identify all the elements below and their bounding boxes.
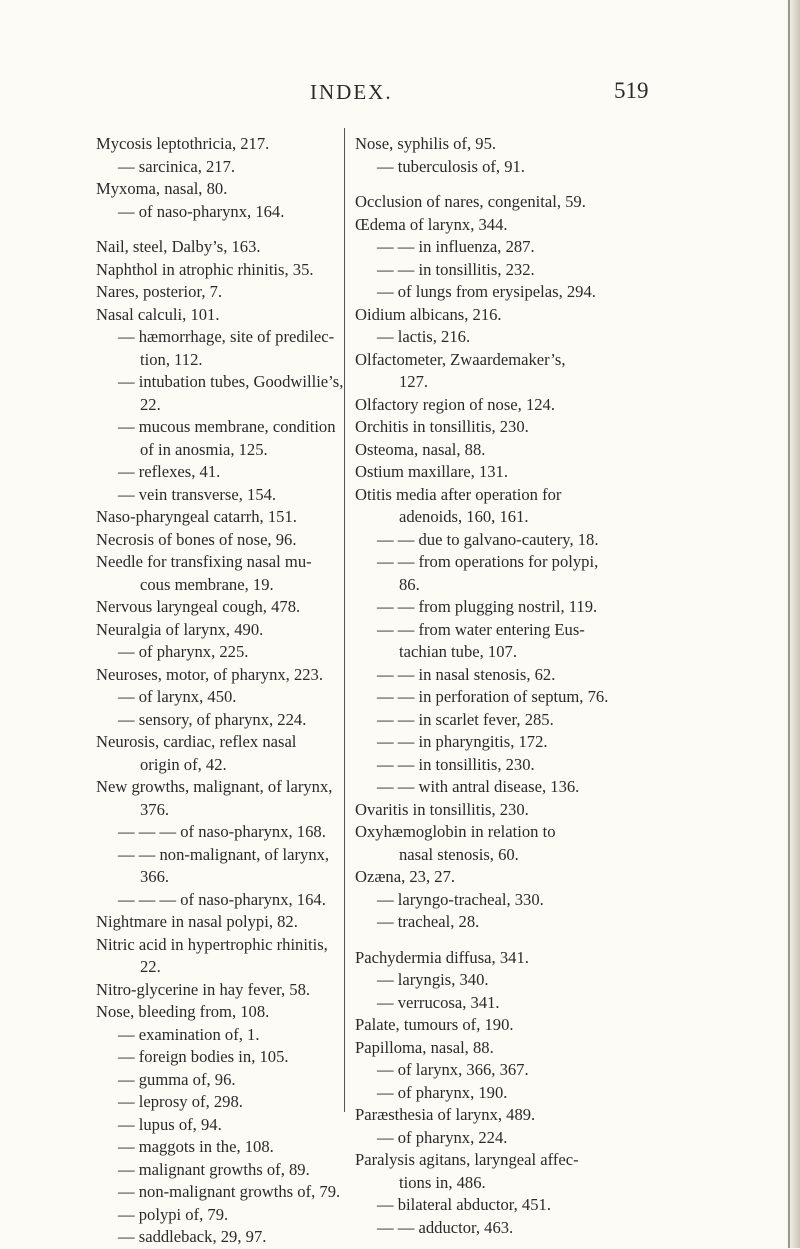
section-gap [96, 223, 344, 236]
index-entry: — saddleback, 29, 97. [118, 1227, 267, 1246]
index-entry: Nasal calculi, 101. [96, 304, 220, 324]
index-entry: — examination of, 1. [118, 1024, 260, 1044]
index-entry: 376. [140, 799, 170, 819]
index-entry: Otitis media after operation for [355, 484, 562, 504]
page-edge-line [788, 0, 790, 1248]
index-entry: — — with antral disease, 136. [377, 777, 580, 796]
index-entry: — — adductor, 463. [377, 1217, 514, 1237]
index-entry: Naso-pharyngeal catarrh, 151. [96, 507, 297, 526]
index-entry: Olfactory region of nose, 124. [355, 394, 555, 414]
index-entry: Myxoma, nasal, 80. [96, 179, 228, 198]
index-entry: Osteoma, nasal, 88. [355, 439, 486, 459]
index-entry: — leprosy of, 298. [118, 1092, 243, 1111]
index-entry: Occlusion of nares, congenital, 59. [355, 192, 586, 211]
index-entry: — maggots in the, 108. [118, 1137, 274, 1156]
index-entry: Neuralgia of larynx, 490. [96, 619, 264, 639]
section-gap [355, 178, 645, 191]
index-entry: Nail, steel, Dalby’s, 163. [96, 237, 261, 256]
index-entry: — — — of naso-pharynx, 168. [118, 822, 326, 841]
index-entry: Nares, posterior, 7. [96, 282, 223, 301]
index-entry: — — non-malignant, of larynx, [118, 844, 330, 864]
index-entry: New growths, malignant, of larynx, [96, 777, 333, 796]
index-entry: Necrosis of bones of nose, 96. [96, 529, 297, 549]
index-entry: — reflexes, 41. [118, 462, 221, 481]
index-entry: — intubation tubes, Goodwillie’s, [118, 372, 344, 391]
index-entry: — vein transverse, 154. [118, 484, 277, 504]
index-entry: — — in influenza, 287. [377, 237, 535, 256]
index-entry: — foreign bodies in, 105. [118, 1047, 289, 1066]
index-entry: — of pharynx, 190. [377, 1082, 508, 1102]
index-entry: Ozæna, 23, 27. [355, 867, 456, 886]
index-entry: Ovaritis in tonsillitis, 230. [355, 799, 529, 819]
index-entry: — — from operations for polypi, [377, 552, 599, 571]
index-entry: — malignant growths of, 89. [118, 1159, 310, 1179]
index-entry: — — due to galvano-cautery, 18. [377, 529, 599, 549]
index-entry: Olfactometer, Zwaardemaker’s, [355, 349, 566, 369]
index-entry: Mycosis leptothricia, 217. [96, 134, 270, 153]
index-entry: origin of, 42. [140, 754, 227, 774]
index-entry: — gumma of, 96. [118, 1069, 236, 1089]
index-entry: tions in, 486. [399, 1172, 486, 1192]
index-entry: Neuroses, motor, of pharynx, 223. [96, 664, 323, 684]
index-entry: tion, 112. [140, 349, 203, 369]
index-entry: Paræsthesia of larynx, 489. [355, 1105, 536, 1124]
index-entry: — verrucosa, 341. [377, 992, 500, 1012]
index-entry: — tracheal, 28. [377, 912, 480, 931]
index-entry: 86. [399, 574, 420, 594]
index-entry: Naphthol in atrophic rhinitis, 35. [96, 259, 314, 279]
index-entry: Neurosis, cardiac, reflex nasal [96, 732, 297, 751]
index-entry: — bilateral abductor, 451. [377, 1195, 551, 1214]
index-entry: — non-malignant growths of, 79. [118, 1182, 341, 1201]
index-entry: 127. [399, 372, 429, 391]
index-entry: — hæmorrhage, site of predilec- [118, 327, 335, 346]
page-number: 519 [614, 78, 649, 103]
index-entry: — — from plugging nostril, 119. [377, 597, 598, 616]
index-column-left [96, 133, 344, 1249]
index-entry: Œdema of larynx, 344. [355, 214, 508, 234]
index-entry: — laryngo-tracheal, 330. [377, 889, 544, 909]
index-entry: — of naso-pharynx, 164. [118, 201, 285, 221]
section-gap [355, 934, 645, 947]
index-entry: cous membrane, 19. [140, 574, 274, 594]
index-entry: — polypi of, 79. [118, 1204, 229, 1224]
index-entry: tachian tube, 107. [399, 642, 517, 661]
index-entry: Orchitis in tonsillitis, 230. [355, 417, 529, 436]
index-entry: — tuberculosis of, 91. [377, 156, 525, 176]
index-entry: — of pharynx, 224. [377, 1127, 508, 1147]
running-head: INDEX. [310, 80, 393, 104]
index-entry: 366. [140, 867, 170, 886]
index-entry: Paralysis agitans, laryngeal affec- [355, 1150, 579, 1169]
index-entry: — — in perforation of septum, 76. [377, 687, 609, 706]
index-entry: Nervous laryngeal cough, 478. [96, 597, 301, 616]
index-entry: 22. [140, 394, 161, 414]
index-entry: — sarcinica, 217. [118, 156, 236, 176]
index-entry: — of larynx, 366, 367. [377, 1060, 529, 1079]
index-entry: Papilloma, nasal, 88. [355, 1037, 494, 1057]
index-entry: — — from water entering Eus- [377, 619, 585, 639]
index-entry: Nose, syphilis of, 95. [355, 134, 497, 153]
index-entry: — lactis, 216. [377, 327, 471, 346]
index-entry: Oidium albicans, 216. [355, 304, 502, 324]
index-entry: — mucous membrane, condition [118, 417, 336, 436]
index-entry: adenoids, 160, 161. [399, 507, 529, 526]
index-column-right [355, 133, 645, 1239]
index-entry: 22. [140, 957, 161, 976]
index-entry: — — — of naso-pharynx, 164. [118, 889, 326, 909]
index-entry: — of pharynx, 225. [118, 642, 249, 661]
index-entry: Nightmare in nasal polypi, 82. [96, 912, 298, 931]
index-entry: — — in tonsillitis, 232. [377, 259, 535, 279]
index-entry: — of lungs from erysipelas, 294. [377, 282, 596, 301]
index-entry: Pachydermia diffusa, 341. [355, 947, 529, 967]
column-rule [344, 128, 345, 1112]
index-entry: Nose, bleeding from, 108. [96, 1002, 270, 1021]
page-header [0, 80, 800, 110]
index-entry: Needle for transfixing nasal mu- [96, 552, 312, 571]
index-entry: Nitric acid in hypertrophic rhinitis, [96, 934, 328, 954]
index-entry: of in anosmia, 125. [140, 439, 268, 459]
index-entry: — — in tonsillitis, 230. [377, 754, 535, 774]
index-entry: Nitro-glycerine in hay fever, 58. [96, 979, 311, 999]
index-entry: Oxyhæmoglobin in relation to [355, 822, 556, 841]
index-entry: nasal stenosis, 60. [399, 844, 519, 864]
index-entry: — of larynx, 450. [118, 687, 237, 706]
index-entry: — — in scarlet fever, 285. [377, 709, 554, 729]
index-entry: Ostium maxillare, 131. [355, 462, 509, 481]
index-entry: — — in nasal stenosis, 62. [377, 664, 556, 684]
index-entry: Palate, tumours of, 190. [355, 1015, 514, 1034]
index-entry: — laryngis, 340. [377, 970, 489, 989]
index-entry: — lupus of, 94. [118, 1114, 222, 1134]
index-entry: — — in pharyngitis, 172. [377, 732, 548, 751]
index-entry: — sensory, of pharynx, 224. [118, 709, 307, 729]
